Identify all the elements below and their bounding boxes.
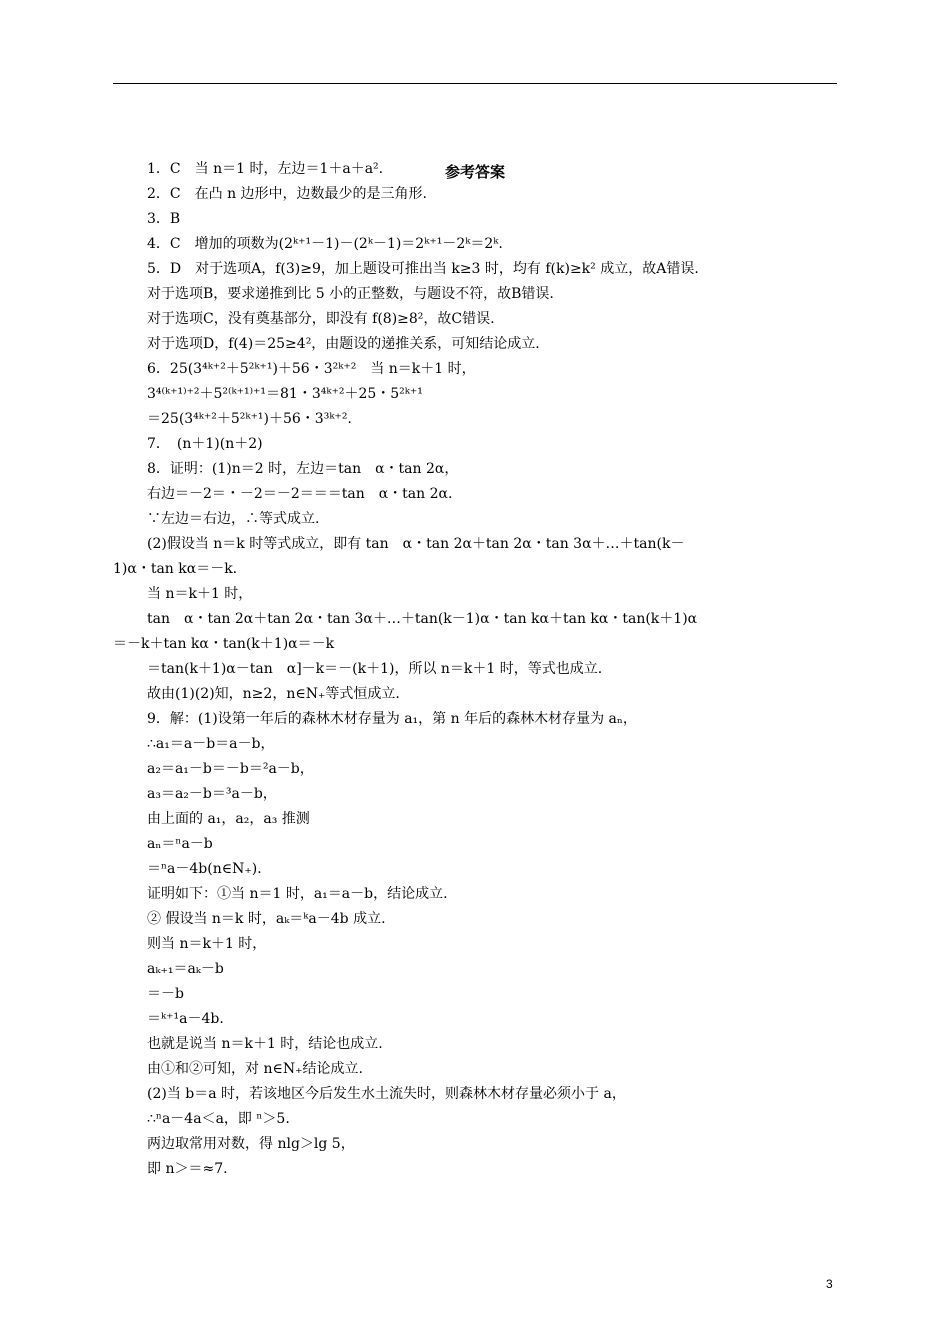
answer-line: 1．C 当 n＝1 时，左边＝1＋a＋a². [147,161,384,177]
answer-line: ② 假设当 n＝k 时，aₖ＝ᵏa－4b 成立. [147,911,386,927]
answer-line: ＝ᵏ⁺¹a－4b. [147,1011,224,1027]
answer-line: ∵左边＝右边，∴等式成立. [147,511,320,527]
answer-line: 7． (n＋1)(n＋2) [147,436,263,452]
answer-line: ＝－k＋tan kα・tan(k＋1)α＝－k [113,636,335,652]
answer-line: 则当 n＝k＋1 时， [147,936,267,952]
answer-line: a₃＝a₂－b＝³a－b， [147,786,277,802]
answer-line: 故由(1)(2)知，n≥2，n∈N₊等式恒成立. [147,686,400,702]
answer-line: 5．D 对于选项A，f(3)≥9，加上题设可推出当 k≥3 时，均有 f(k)≥k² 成立，故A错误. [147,261,699,277]
answer-line: 3⁴⁽ᵏ⁺¹⁾⁺²＋5²⁽ᵏ⁺¹⁾⁺¹＝81・3⁴ᵏ⁺²＋25・5²ᵏ⁺¹ [147,386,423,402]
answer-line: aₙ＝ⁿa－b [147,836,213,852]
answer-line: 对于选项D，f(4)＝25≥4²，由题设的递推关系，可知结论成立. [147,336,540,352]
answer-line: 右边＝－2＝・－2＝－2＝＝＝tan α・tan 2α. [147,486,453,502]
answer-line: tan α・tan 2α＋tan 2α・tan 3α＋…＋tan(k－1)α・tan kα＋tan kα・tan(k＋1)α [147,611,698,627]
answer-line: 6．25(3⁴ᵏ⁺²＋5²ᵏ⁺¹)＋56・3²ᵏ⁺² 当 n＝k＋1 时， [147,361,476,377]
answer-line: 证明如下：①当 n＝1 时，a₁＝a－b，结论成立. [147,886,448,902]
answer-line: 对于选项C，没有奠基部分，即没有 f(8)≥8²，故C错误. [147,311,495,327]
answer-line: 1)α・tan kα＝－k. [113,561,238,577]
answer-line: a₂＝a₁－b＝－b＝²a－b， [147,761,314,777]
answer-line: aₖ₊₁＝aₖ－b [147,961,224,977]
answer-line: 两边取常用对数，得 nlg＞lg 5， [147,1136,355,1152]
answer-line: 2．C 在凸 n 边形中，边数最少的是三角形. [147,186,427,202]
header-rule [113,83,837,84]
answer-line: 9．解：(1)设第一年后的森林木材存量为 a₁，第 n 年后的森林木材存量为 aₙ， [147,711,637,727]
answer-line: 4．C 增加的项数为(2ᵏ⁺¹－1)－(2ᵏ－1)＝2ᵏ⁺¹－2ᵏ＝2ᵏ. [147,236,503,252]
answer-line: 也就是说当 n＝k＋1 时，结论也成立. [147,1036,383,1052]
answer-line: ∴a₁＝a－b＝a－b， [147,736,275,752]
page-number: 3 [826,1277,833,1291]
answer-line: 对于选项B，要求递推到比 5 小的正整数，与题设不符，故B错误. [147,286,554,302]
answer-line: ＝－b [147,986,184,1002]
answer-line: (2)当 b＝a 时，若该地区今后发生水土流失时，则森林木材存量必须小于 a， [147,1086,626,1102]
answer-line: 即 n＞＝≈7. [147,1161,228,1177]
answer-line: ＝ⁿa－4b(n∈N₊). [147,861,262,877]
answer-line: 3．B [147,211,181,227]
answer-line: 由上面的 a₁，a₂，a₃ 推测 [147,811,310,827]
answer-line: ∴ⁿa－4a＜a，即 ⁿ＞5. [147,1111,290,1127]
answer-line: 由①和②可知，对 n∈N₊结论成立. [147,1061,363,1077]
answer-line: ＝tan(k＋1)α－tan α]－k＝－(k＋1)，所以 n＝k＋1 时，等式也成立. [147,661,603,677]
answer-line: 8．证明：(1)n＝2 时，左边＝tan α・tan 2α， [147,461,459,477]
answer-line: (2)假设当 n＝k 时等式成立，即有 tan α・tan 2α＋tan 2α・tan 3α＋…＋tan(k－ [147,536,685,552]
answer-line: 当 n＝k＋1 时， [147,586,253,602]
section-title: 参考答案 [444,163,505,181]
answer-line: ＝25(3⁴ᵏ⁺²＋5²ᵏ⁺¹)＋56・3³ᵏ⁺². [147,411,352,427]
